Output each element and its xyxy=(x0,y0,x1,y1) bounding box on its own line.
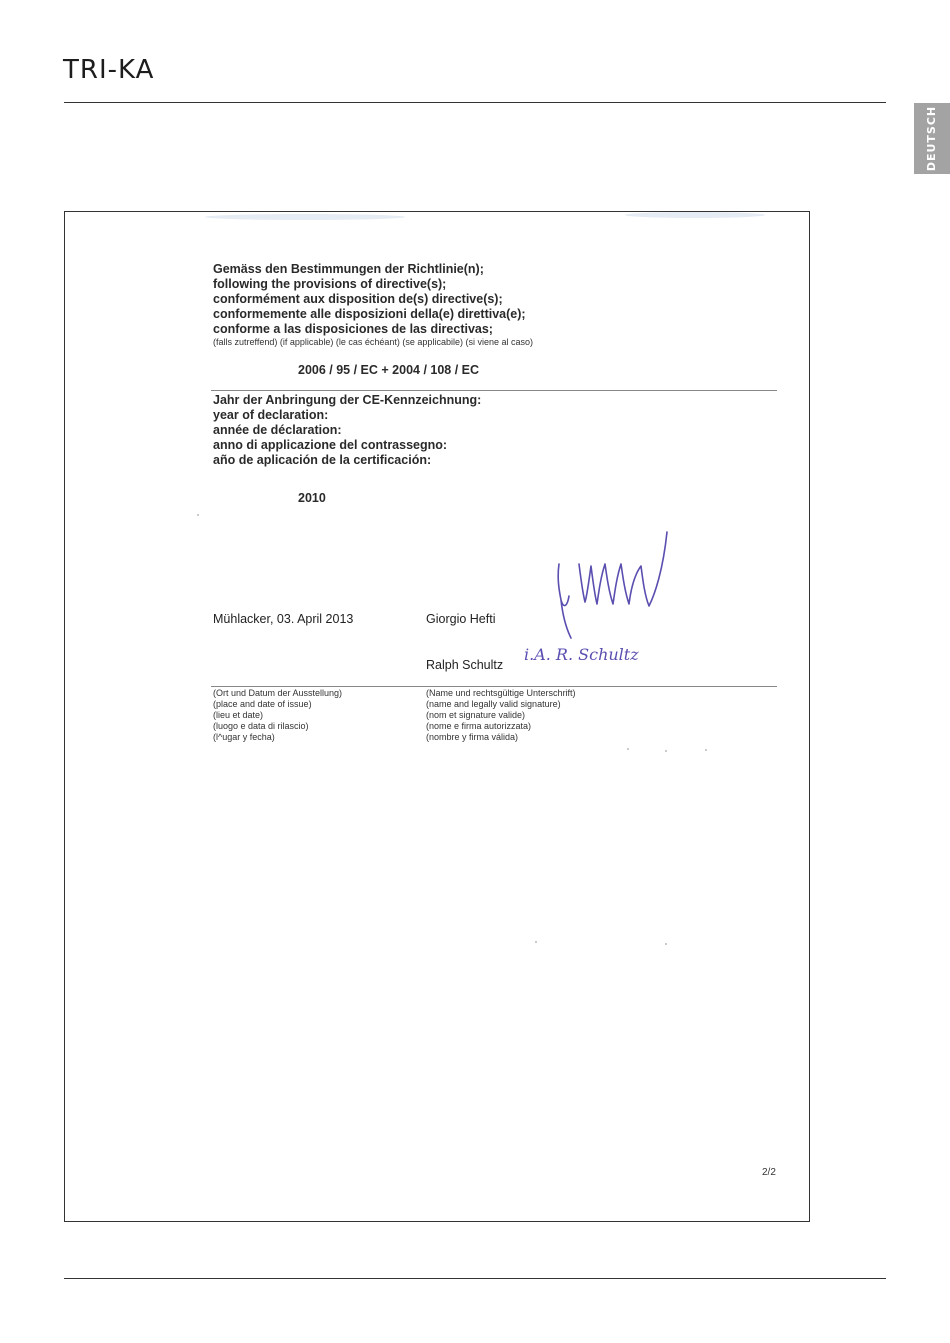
directives-value: 2006 / 95 / EC + 2004 / 108 / EC xyxy=(298,363,480,377)
place-label-en: (place and date of issue) xyxy=(213,699,312,709)
directive-intro-es: conforme a las disposiciones de las directivas; xyxy=(213,322,493,336)
language-tab xyxy=(914,103,950,174)
year-label-de: Jahr der Anbringung der CE-Kennzeichnung: xyxy=(213,393,482,407)
year-label-it: anno di applicazione del contrassegno: xyxy=(213,438,448,452)
directive-intro-fr: conformément aux disposition de(s) directive(s); xyxy=(213,292,503,306)
brand-logo: TRI-KA xyxy=(63,55,155,85)
signatory-name-2: Ralph Schultz xyxy=(426,658,504,672)
directive-intro-de: Gemäss den Bestimmungen der Richtlinie(n); xyxy=(213,262,484,276)
signature-label-es: (nombre y firma válida) xyxy=(426,732,519,742)
place-label-de: (Ort und Datum der Ausstellung) xyxy=(213,688,343,698)
signature-label-fr: (nom et signature valide) xyxy=(426,710,526,720)
signature-1 xyxy=(545,530,685,640)
signature-label-it: (nome e firma autorizzata) xyxy=(426,721,532,731)
scan-speck xyxy=(665,943,667,945)
header-rule xyxy=(64,102,886,103)
year-label-es: año de aplicación de la certificación: xyxy=(213,453,432,467)
scan-speck xyxy=(665,750,667,752)
year-value: 2010 xyxy=(298,491,326,505)
directive-intro-it: conformemente alle disposizioni della(e) direttiva(e); xyxy=(213,307,526,321)
signature-label-de: (Name und rechtsgültige Unterschrift) xyxy=(426,688,576,698)
footer-rule xyxy=(64,1278,886,1279)
directive-intro-en: following the provisions of directive(s); xyxy=(213,277,447,291)
applicable-note: (falls zutreffend) (if applicable) (le cas échéant) (se applicabile) (si viene al caso) xyxy=(213,337,533,347)
year-label-fr: année de déclaration: xyxy=(213,423,342,437)
year-label-en: year of declaration: xyxy=(213,408,329,422)
place-label-it: (luogo e data di rilascio) xyxy=(213,721,309,731)
svg-text:i.A. R. Schultz: i.A. R. Schultz xyxy=(524,645,639,664)
scanned-declaration xyxy=(64,211,810,1222)
language-tab-label: DEUTSCH xyxy=(925,105,939,172)
scan-speck xyxy=(197,514,199,516)
place-label-fr: (lieu et date) xyxy=(213,710,264,720)
place-label-es: (l^ugar y fecha) xyxy=(213,732,275,742)
section-divider xyxy=(211,390,777,391)
scan-smudge xyxy=(625,212,765,218)
signature-2 xyxy=(520,638,660,668)
signature-label-en: (name and legally valid signature) xyxy=(426,699,561,709)
scan-smudge xyxy=(205,214,405,220)
page-number: 2/2 xyxy=(762,1167,776,1178)
scan-speck xyxy=(535,941,537,943)
signature-divider xyxy=(211,686,777,687)
signatory-name-1: Giorgio Hefti xyxy=(426,612,496,626)
place-date: Mühlacker, 03. April 2013 xyxy=(213,612,354,626)
scan-speck xyxy=(705,749,707,751)
scan-speck xyxy=(627,748,629,750)
